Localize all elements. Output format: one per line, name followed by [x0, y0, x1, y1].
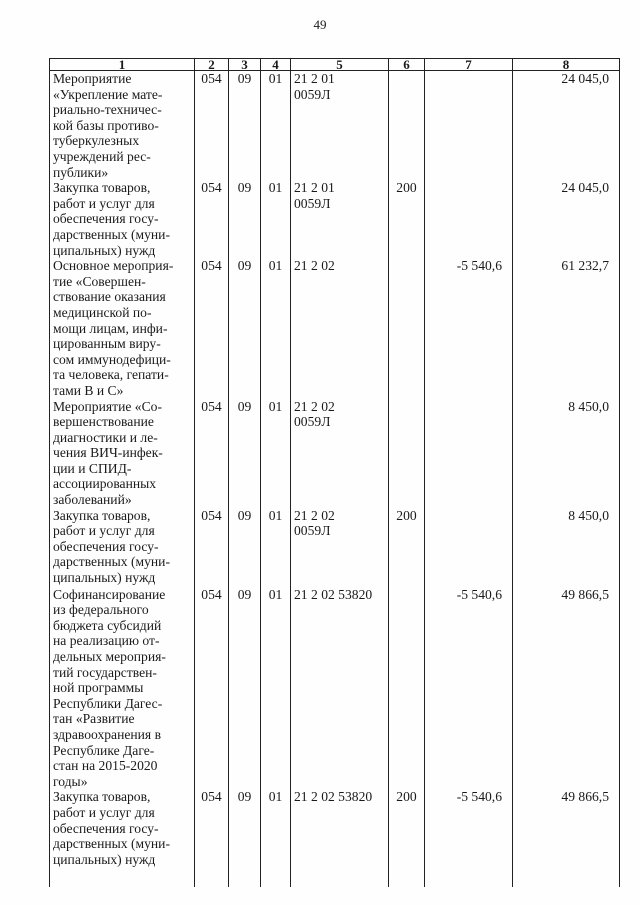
column-header: 3: [229, 59, 261, 71]
table-row: [50, 789, 620, 887]
target-code: 21 2 02 0059Л: [291, 508, 389, 587]
expense-type-code: 200: [389, 180, 425, 258]
item-name: Закупка товаров, работ и услуг для обеспечения госу- дарственных (муни- ципальных) нужд: [50, 789, 195, 887]
expense-type-code: [389, 399, 425, 508]
item-name: Закупка товаров, работ и услуг для обеспечения госу- дарственных (муни- ципальных) нужд: [50, 508, 195, 587]
section-code: 09: [229, 789, 261, 887]
amount-value: 24 045,0: [513, 180, 620, 258]
column-header: 1: [50, 59, 195, 71]
table-row: [50, 587, 620, 790]
subsection-code: 01: [261, 587, 291, 790]
subsection-code: 01: [261, 71, 291, 181]
item-name: Софинансирование из федерального бюджета субсидий на реализацию от- дельных мероприя- тий государствен- ной программы Республики Дагес- тан «Развитие здравоохранения в Республике Даге- стан на 2015-2020 годы»: [50, 587, 195, 790]
budget-table: [49, 58, 620, 887]
page-number: 49: [313, 17, 327, 32]
amount-value: 24 045,0: [513, 71, 620, 181]
change-value: [425, 399, 513, 508]
target-code: 21 2 02 0059Л: [291, 399, 389, 508]
amount-value: 8 450,0: [513, 508, 620, 587]
change-value: [425, 508, 513, 587]
expense-type-code: [389, 71, 425, 181]
section-code: 09: [229, 180, 261, 258]
target-code: 21 2 01 0059Л: [291, 71, 389, 181]
change-value: -5 540,6: [425, 587, 513, 790]
table-row: [50, 180, 620, 258]
ministry-code: 054: [195, 258, 229, 398]
ministry-code: 054: [195, 789, 229, 887]
ministry-code: 054: [195, 587, 229, 790]
section-code: 09: [229, 399, 261, 508]
subsection-code: 01: [261, 180, 291, 258]
subsection-code: 01: [261, 508, 291, 587]
table-row: [50, 258, 620, 398]
amount-value: 8 450,0: [513, 399, 620, 508]
column-header: 4: [261, 59, 291, 71]
expense-type-code: 200: [389, 508, 425, 587]
table-row: [50, 508, 620, 587]
section-code: 09: [229, 258, 261, 398]
item-name: Мероприятие «Со- вершенствование диагностики и ле- чения ВИЧ-инфек- ции и СПИД- ассоциированных заболеваний»: [50, 399, 195, 508]
target-code: 21 2 02 53820: [291, 789, 389, 887]
amount-value: 61 232,7: [513, 258, 620, 398]
table-row: [50, 71, 620, 181]
subsection-code: 01: [261, 789, 291, 887]
ministry-code: 054: [195, 399, 229, 508]
amount-value: 49 866,5: [513, 789, 620, 887]
expense-type-code: [389, 258, 425, 398]
expense-type-code: [389, 587, 425, 790]
item-name: Закупка товаров, работ и услуг для обеспечения госу- дарственных (муни- ципальных) нужд: [50, 180, 195, 258]
section-code: 09: [229, 587, 261, 790]
column-header: 5: [291, 59, 389, 71]
ministry-code: 054: [195, 71, 229, 181]
section-code: 09: [229, 71, 261, 181]
target-code: 21 2 02: [291, 258, 389, 398]
item-name: Мероприятие «Укрепление мате- риально-техничес- кой базы противо- туберкулезных учреждений рес- публики»: [50, 71, 195, 181]
amount-value: 49 866,5: [513, 587, 620, 790]
ministry-code: 054: [195, 508, 229, 587]
expense-type-code: 200: [389, 789, 425, 887]
item-name: Основное мероприя- тие «Совершен- ствование оказания медицинской по- мощи лицам, инфи- цированным виру- сом иммунодефици- та человека, гепати- тами В и С»: [50, 258, 195, 398]
subsection-code: 01: [261, 399, 291, 508]
target-code: 21 2 02 53820: [291, 587, 389, 790]
column-header: 8: [513, 59, 620, 71]
column-header: 7: [425, 59, 513, 71]
table-row: [50, 399, 620, 508]
header-row: [50, 59, 620, 71]
change-value: -5 540,6: [425, 258, 513, 398]
change-value: [425, 71, 513, 181]
target-code: 21 2 01 0059Л: [291, 180, 389, 258]
column-header: 6: [389, 59, 425, 71]
ministry-code: 054: [195, 180, 229, 258]
section-code: 09: [229, 508, 261, 587]
change-value: -5 540,6: [425, 789, 513, 887]
change-value: [425, 180, 513, 258]
subsection-code: 01: [261, 258, 291, 398]
column-header: 2: [195, 59, 229, 71]
